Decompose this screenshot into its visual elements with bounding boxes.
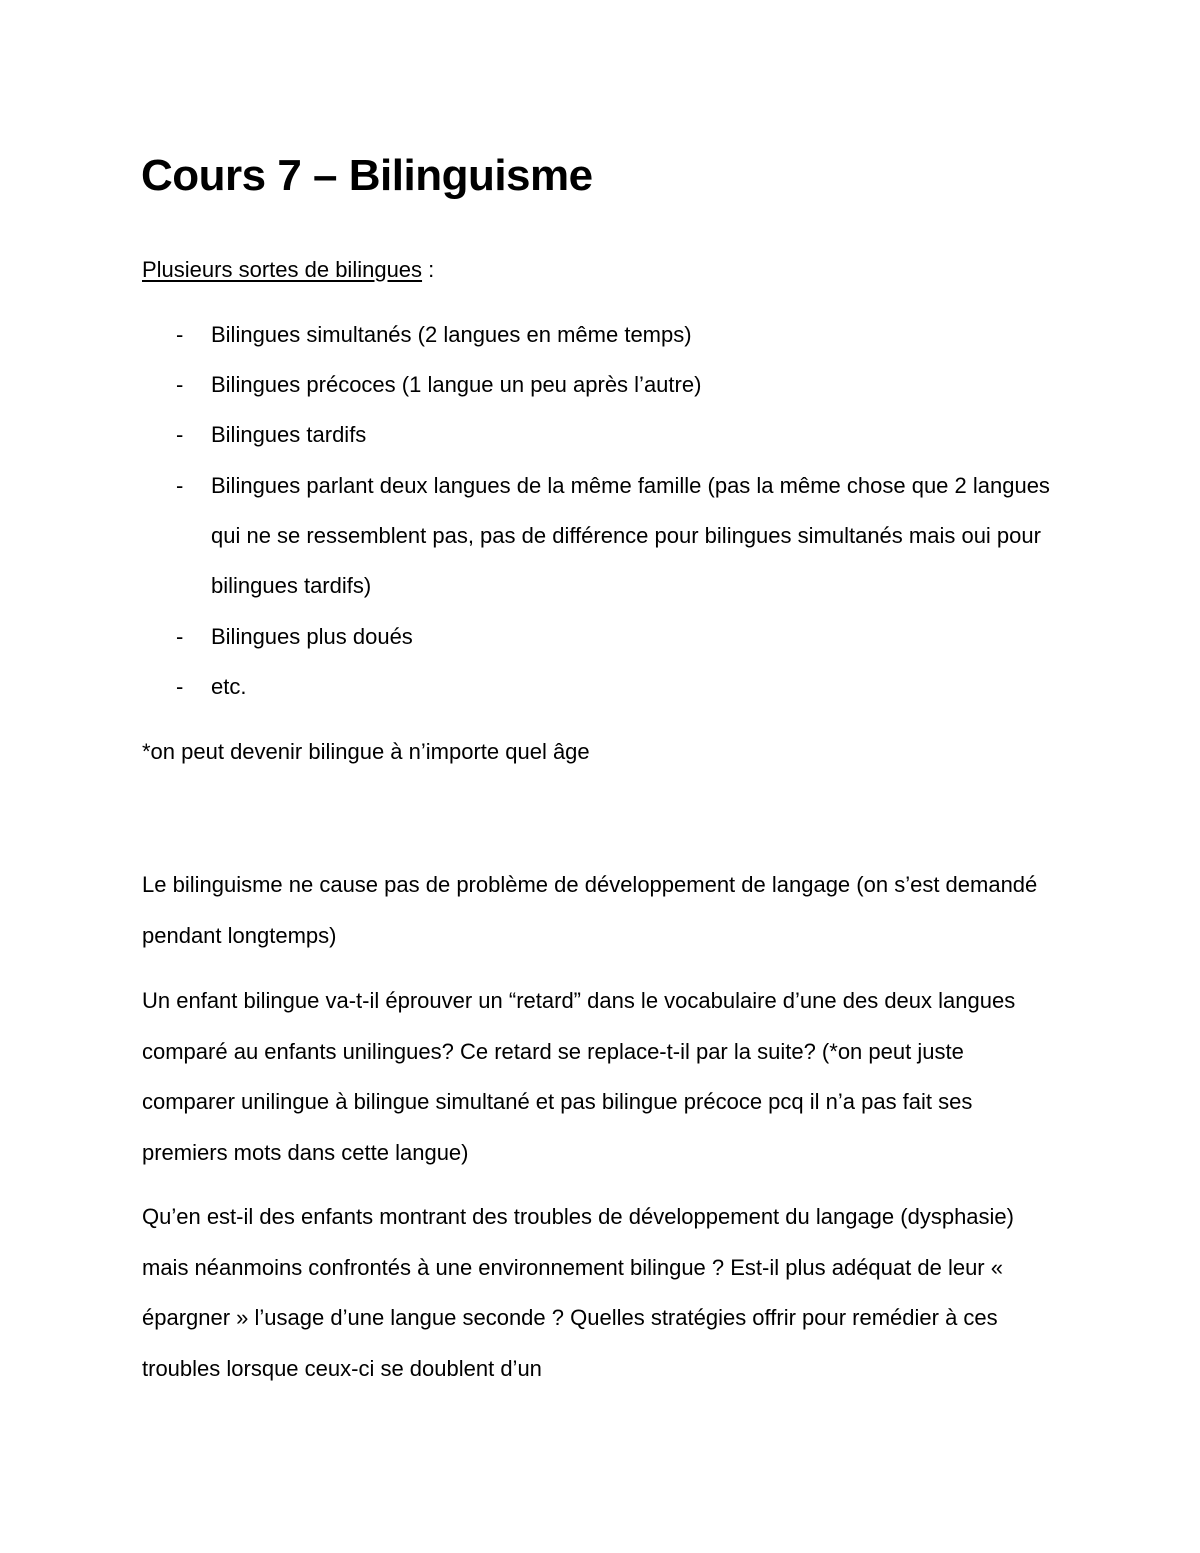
list-item-text: Bilingues parlant deux langues de la même famille (pas la même chose que 2 langues qui ne se ressemblent pas, pas de différence pour bilingues simultanés mais oui pour bilingues tardifs) xyxy=(211,473,1050,598)
body-paragraph: Qu’en est-il des enfants montrant des troubles de développement du langage (dysphasie) mais néanmoins confrontés à une environnement bilingue ? Est-il plus adéquat de leur « épargner » l’usage d’une langue seconde ? Quelles stratégies offrir pour remédier à ces troubles lorsque ceux-ci se doublent d’un xyxy=(142,1204,1014,1381)
list-bullet: - xyxy=(176,322,184,347)
body-paragraph: Le bilinguisme ne cause pas de problème de développement de langage (on s’est demandé pendant longtemps) xyxy=(142,872,1038,948)
list-item-text: Bilingues tardifs xyxy=(211,422,367,447)
list-bullet: - xyxy=(176,473,184,498)
list-item-text: Bilingues simultanés (2 langues en même temps) xyxy=(211,322,692,347)
list-item-text: etc. xyxy=(211,674,247,699)
list-bullet: - xyxy=(176,422,184,447)
section-heading-suffix: : xyxy=(422,257,435,282)
page-title: Cours 7 – Bilinguisme xyxy=(141,151,593,200)
list-bullet: - xyxy=(176,624,184,649)
section-heading-underlined: Plusieurs sortes de bilingues xyxy=(142,257,423,282)
list-item-text: Bilingues plus doués xyxy=(211,624,413,649)
section-heading xyxy=(142,255,434,285)
note-paragraph: *on peut devenir bilingue à n’importe quel âge xyxy=(142,739,590,764)
list-item-text: Bilingues précoces (1 langue un peu après l’autre) xyxy=(211,372,702,397)
body-paragraph: Un enfant bilingue va-t-il éprouver un “retard” dans le vocabulaire d’une des deux langues comparé au enfants unilingues? Ce retard se replace-t-il par la suite? (*on peut juste comparer unilingue à bilingue simultané et pas bilingue précoce pcq il n’a pas fait ses premiers mots dans cette langue) xyxy=(142,988,1016,1165)
list-bullet: - xyxy=(176,372,184,397)
list-bullet: - xyxy=(176,674,184,699)
